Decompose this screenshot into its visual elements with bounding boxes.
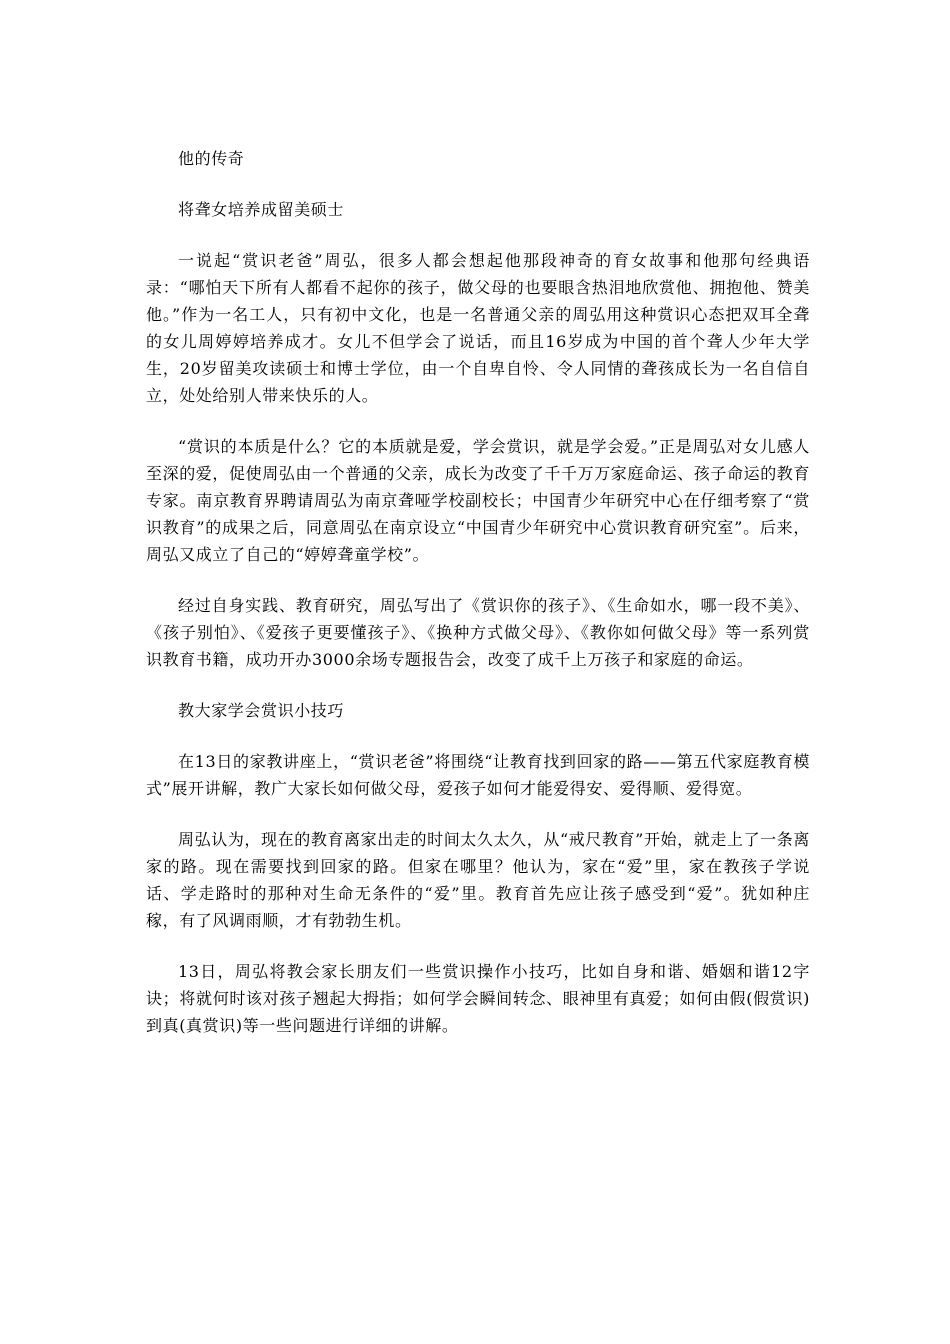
paragraph-lecture-topic: 在13日的家教讲座上，“赏识老爸”将围绕“让教育找到回家的路——第五代家庭教育模式”展开讲解，教广大家长如何做父母，爱孩子如何才能爱得安、爱得顺、爱得宽。 [146, 752, 810, 798]
article-body [146, 145, 810, 1063]
paragraph-way-home: 周弘认为，现在的教育离家出走的时间太久太久，从“戒尺教育”开始，就走上了一条离家的路。现在需要找到回家的路。但家在哪里？他认为，家在“爱”里，家在教孩子学说话、学走路时的那种对生命无条件的“爱”里。教育首先应让孩子感受到“爱”。犹如种庄稼，有了风调雨顺，才有勃勃生机。 [146, 830, 810, 930]
section-subheading-daughter: 将聋女培养成留美硕士 [178, 200, 345, 219]
paragraph-essence-of-appreciation: “赏识的本质是什么？它的本质就是爱，学会赏识，就是学会爱。”正是周弘对女儿感人至深的爱，促使周弘由一个普通的父亲，成长为改变了千千万万家庭命运、孩子命运的教育专家。南京教育界聘请周弘为南京聋哑学校副校长；中国青少年研究中心在仔细考察了“赏识教育”的成果之后，同意周弘在南京设立“中国青少年研究中心赏识教育研究室”。后来，周弘又成立了自己的“婷婷聋童学校”。 [146, 437, 811, 564]
paragraph-appreciation-dad: 一说起“赏识老爸”周弘，很多人都会想起他那段神奇的育女故事和他那句经典语录：“哪怕天下所有人都看不起你的孩子，做父母的也要眼含热泪地欣赏他、拥抱他、赞美他。”作为一名工人，只有初中文化，也是一名普通父亲的周弘用这种赏识心态把双耳全聋的女儿周婷婷培养成才。女儿不但学会了说话，而且16岁成为中国的首个聋人少年大学生，20岁留美攻读硕士和博士学位，由一个自卑自怜、令人同情的聋孩成长为一名自信自立，处处给别人带来快乐的人。 [146, 251, 810, 405]
section-heading-tips: 教大家学会赏识小技巧 [178, 701, 345, 720]
paragraph-practical-tips: 13日，周弘将教会家长朋友们一些赏识操作小技巧，比如自身和谐、婚姻和谐12字诀；将就何时该对孩子翘起大拇指；如何学会瞬间转念、眼神里有真爱；如何由假(假赏识)到真(真赏识)等一些问题进行详细的讲解。 [146, 962, 810, 1035]
paragraph-books-and-lectures: 经过自身实践、教育研究，周弘写出了《赏识你的孩子》、《生命如水，哪一段不美》、《孩子别怕》、《爱孩子更要懂孩子》、《换种方式做父母》、《教你如何做父母》等一系列赏识教育书籍，成功开办3000余场专题报告会，改变了成千上万孩子和家庭的命运。 [146, 596, 810, 669]
section-heading-legend: 他的传奇 [178, 149, 245, 168]
